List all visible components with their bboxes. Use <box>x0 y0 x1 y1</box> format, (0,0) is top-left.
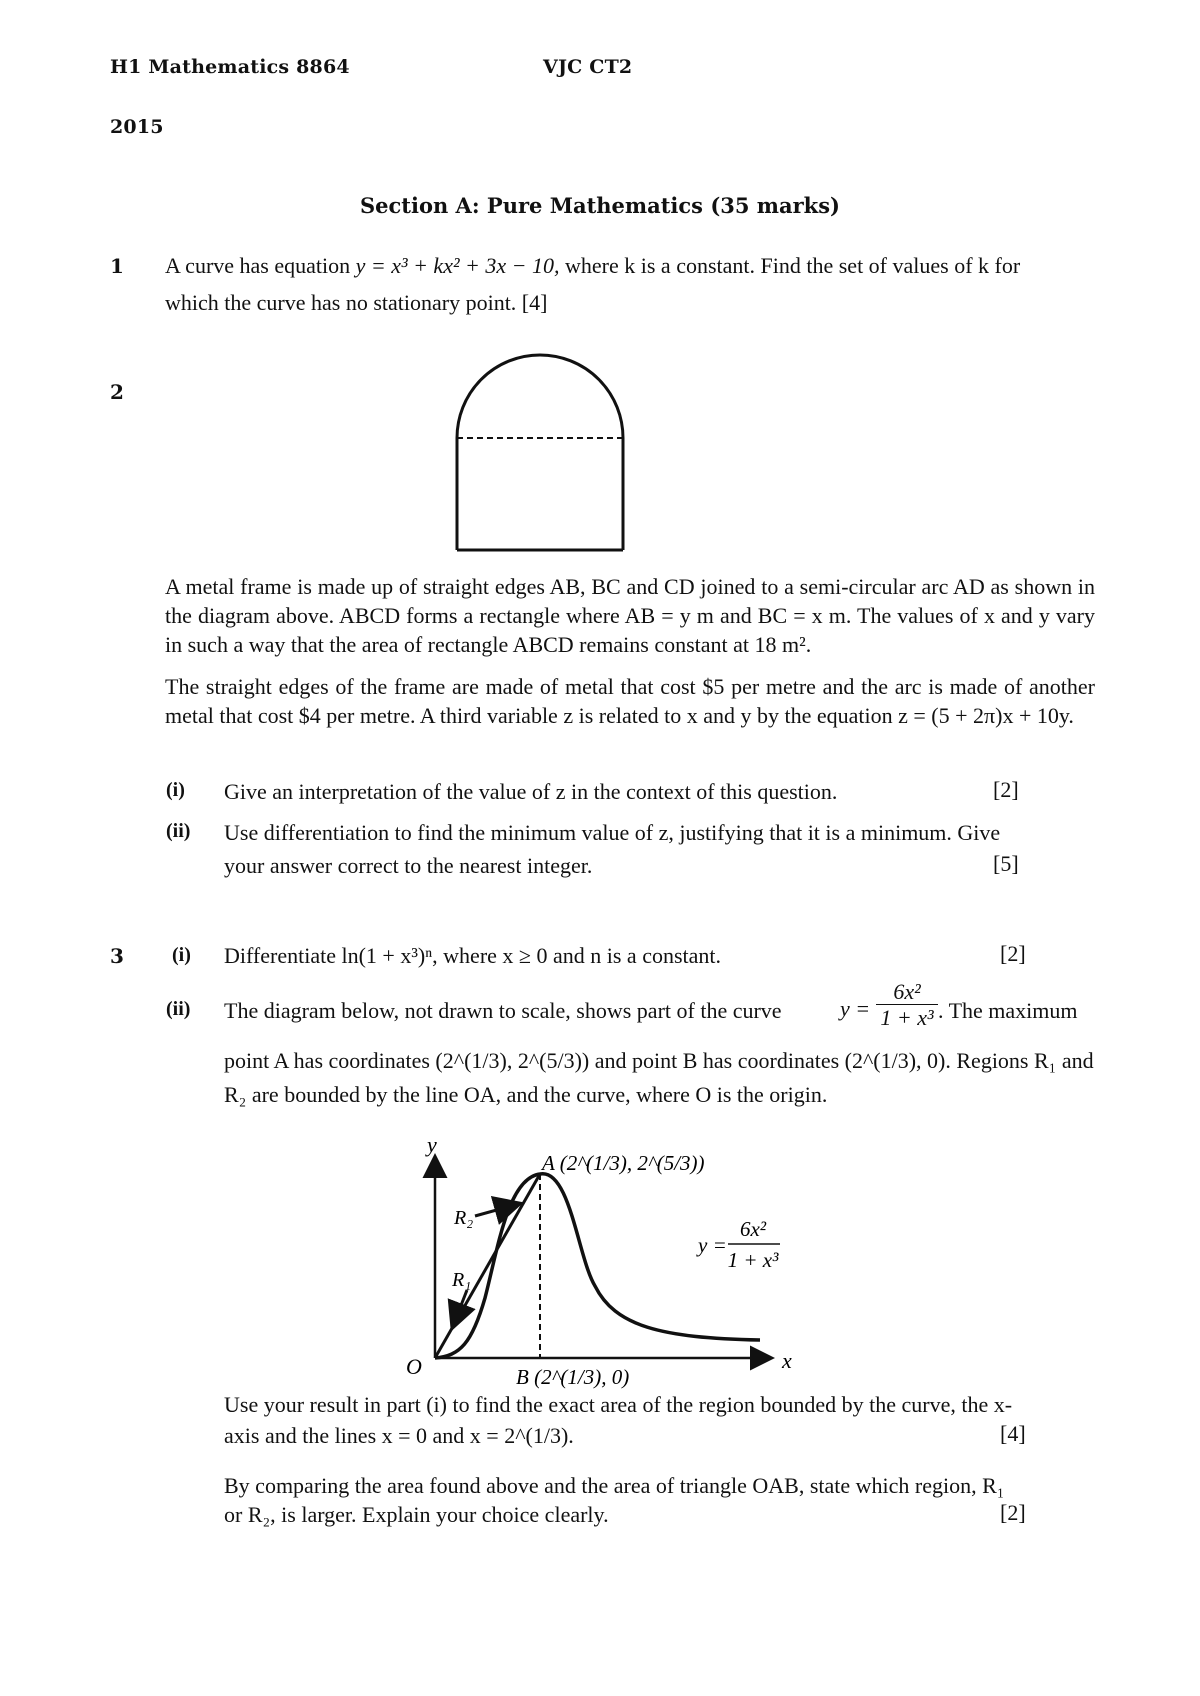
paper-header: VJC CT2 <box>543 56 633 78</box>
q3-compare-line1: By comparing the area found above and the area of triangle OAB, state which region, R₁ <box>224 1473 1005 1498</box>
frame-diagram <box>440 345 640 560</box>
q2-part-i-marks: [2] <box>993 777 1019 802</box>
q2-part-ii-line2: your answer correct to the nearest integer. <box>224 853 593 878</box>
q1-line1 <box>165 251 1095 280</box>
region-r1-label: R₁ <box>452 1269 472 1291</box>
point-b-label: B (2^(1/3), 0) <box>516 1365 630 1389</box>
line-oa <box>435 1174 540 1358</box>
q3-after-graph-marks: [4] <box>1000 1421 1026 1446</box>
q3-part-i-label: (i) <box>172 944 191 966</box>
q3-compare-marks: [2] <box>1000 1500 1026 1525</box>
q2-part-ii-marks: [5] <box>993 851 1019 876</box>
q2-part-i-label: (i) <box>166 779 185 801</box>
q1-equation: y = x³ + kx² + 3x − 10, <box>355 253 560 278</box>
q3-part-ii-label: (ii) <box>166 998 191 1020</box>
q3-part-ii-line1-end: . The maximum <box>938 998 1078 1023</box>
origin-label: O <box>406 1354 422 1379</box>
graph-curve-lhs: y = <box>698 1233 727 1257</box>
q3-part-ii-line3: R₂ are bounded by the line OA, and the curve, where O is the origin. <box>224 1082 828 1107</box>
q3-curve-fraction <box>876 979 938 1030</box>
q1-line2: which the curve has no stationary point. [4] <box>165 290 548 315</box>
question-number-1: 1 <box>110 254 124 278</box>
q3-curve-numerator: 6x² <box>876 979 938 1005</box>
q3-after-graph-line2: axis and the lines x = 0 and x = 2^(1/3). <box>224 1423 574 1448</box>
q2-paragraph-1: A metal frame is made up of straight edges AB, BC and CD joined to a semi-circular arc AD as shown in the diagram above. ABCD forms a rectangle where AB = y m and BC = x m. The values of x and y vary in such a way that the area of rectangle ABCD remains constant at 18 m². <box>165 574 1095 657</box>
q3-part-i-text: Differentiate ln(1 + x³)ⁿ, where x ≥ 0 and n is a constant. <box>224 943 722 968</box>
question-number-3: 3 <box>110 944 124 968</box>
region-r2-label: R₂ <box>454 1207 474 1229</box>
y-axis-label: y <box>427 1132 437 1157</box>
curve <box>435 1174 760 1358</box>
r2-pointer-arrow <box>475 1204 518 1216</box>
graph-curve-denominator: 1 + x³ <box>727 1248 779 1272</box>
q3-after-graph-line1: Use your result in part (i) to find the exact area of the region bounded by the curve, the x- <box>224 1392 1013 1417</box>
q3-curve-lhs: y = <box>840 996 871 1021</box>
curve-graph <box>390 1128 820 1398</box>
q3-part-ii-line2: point A has coordinates (2^(1/3), 2^(5/3)) and point B has coordinates (2^(1/3), 0). Regions R₁ and <box>224 1048 1094 1073</box>
x-axis-label: x <box>782 1348 792 1373</box>
q3-curve-denominator: 1 + x³ <box>880 1005 934 1030</box>
q2-part-ii-line1: Use differentiation to find the minimum value of z, justifying that it is a minimum. Give <box>224 820 1001 845</box>
year-header: 2015 <box>110 116 164 138</box>
graph-curve-numerator: 6x² <box>739 1217 767 1241</box>
q2-part-ii-label: (ii) <box>166 820 191 842</box>
q3-compare-line2: or R₂, is larger. Explain your choice clearly. <box>224 1502 609 1527</box>
subject-header: H1 Mathematics 8864 <box>110 56 350 78</box>
point-a-label: A (2^(1/3), 2^(5/3)) <box>542 1151 705 1175</box>
q3-part-ii-line1: The diagram below, not drawn to scale, shows part of the curve <box>224 998 782 1023</box>
section-title: Section A: Pure Mathematics (35 marks) <box>359 193 840 218</box>
q1-text-after: where k is a constant. Find the set of values of k for <box>565 253 1021 278</box>
question-number-2: 2 <box>110 380 124 404</box>
q1-text-before: A curve has equation <box>165 253 351 278</box>
semicircular-arc <box>457 355 623 438</box>
q2-part-i-text: Give an interpretation of the value of z in the context of this question. <box>224 779 838 804</box>
q3-part-i-marks: [2] <box>1000 941 1026 966</box>
q2-paragraph-2: The straight edges of the frame are made of metal that cost $5 per metre and the arc is made of another metal that cost $4 per metre. A third variable z is related to x and y by the equation z = (5 + 2π)x + 10y. <box>165 674 1095 728</box>
